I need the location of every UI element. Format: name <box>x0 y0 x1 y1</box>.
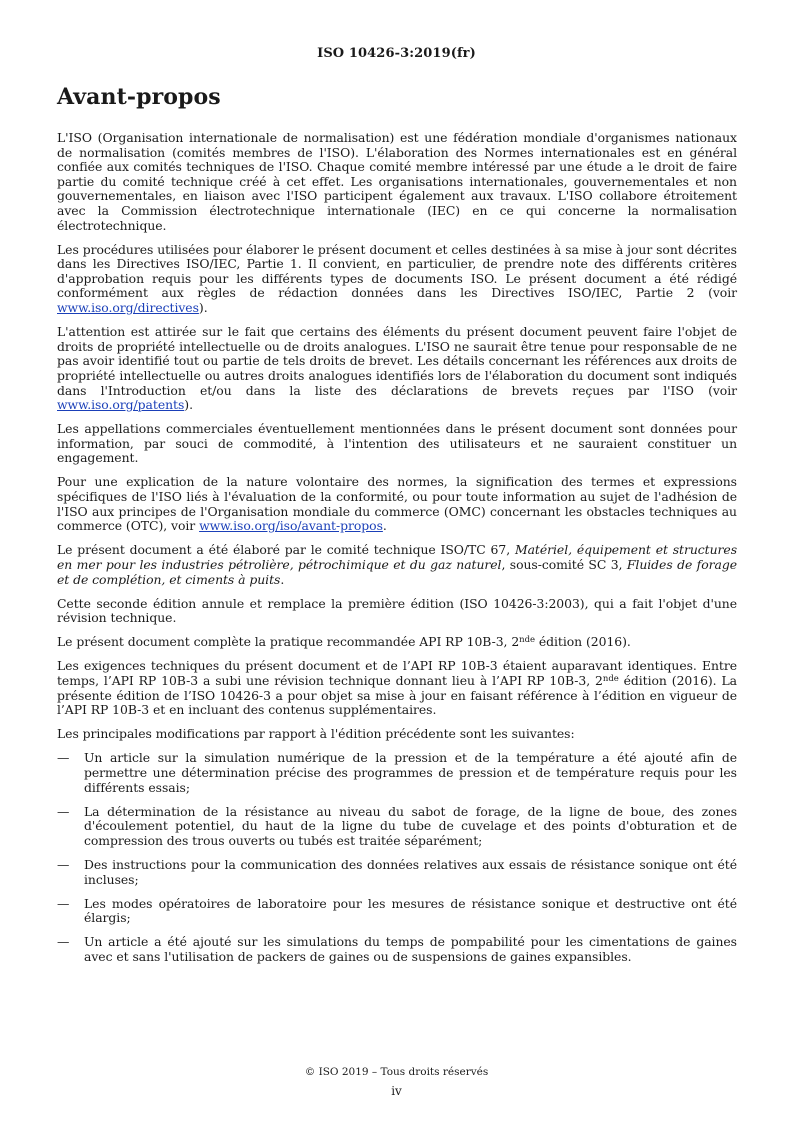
paragraph-text: , sous-comité SC 3, <box>501 556 627 572</box>
list-item <box>57 935 737 964</box>
paragraph-text: Pour une explication de la nature volontaire des normes, la signification des termes et expressions spécifiques de l'ISO liés à l'évaluation de la conformité, ou pour toute information au sujet de l'adhésion de l'ISO aux principes de l'Organisation mondiale du commerce (OMC) concernant les obstacles techniques au commerce (OTC), voir <box>57 474 737 534</box>
dash-bullet: — <box>57 895 70 911</box>
paragraph-api-complement <box>57 635 737 650</box>
document-id-header: ISO 10426-3:2019(fr) <box>317 46 476 61</box>
page-number: iv <box>391 1084 402 1098</box>
dash-bullet: — <box>57 934 70 950</box>
dash-bullet: — <box>57 803 70 819</box>
paragraph-procedures <box>57 243 737 316</box>
paragraph-changes-intro: Les principales modifications par rapport à l'édition précédente sont les suivantes: <box>57 726 575 742</box>
paragraph-text: édition (2016). <box>534 634 631 650</box>
page-title: Avant-propos <box>57 84 221 110</box>
paragraph-patents <box>57 325 737 413</box>
superscript: nde <box>602 674 619 684</box>
list-item <box>57 805 737 849</box>
paragraph-text: Les exigences techniques du présent document et de l’API RP 10B-3 étaient auparavant identiques. Entre temps, l’API RP 10B-3 a subi une révision technique donnant lieu à l’API RP 10B-3, 2 <box>57 658 737 688</box>
paragraph-text: édition (2016). La présente édition de l’ISO 10426-3 a pour objet sa mise à jour en faisant référence à l’édition en vigueur de l’API RP 10B-3 et en incluant des contenus supplémentaires. <box>57 673 738 718</box>
paragraph-end: ). <box>198 300 208 316</box>
paragraph-text: Les procédures utilisées pour élaborer le présent document et celles destinées à sa mise à jour sont décrites dans les Directives ISO/IEC, Partie 1. Il convient, en particulier, de prendre note des différents critères d'approbation requis pour les différents types de documents ISO. Le présent document a été rédigé conformément aux règles de rédaction données dans les Directives ISO/IEC, Partie 2 (voir <box>57 241 737 301</box>
paragraph-edition: Cette seconde édition annule et remplace la première édition (ISO 10426-3:2003), qui a fait l'objet d'une révision technique. <box>57 595 737 626</box>
paragraph-text: Le présent document complète la pratique recommandée API RP 10B-3, 2 <box>57 634 520 650</box>
link-avant-propos[interactable]: www.iso.org/iso/avant-propos <box>199 518 383 534</box>
paragraph-committee <box>57 543 737 587</box>
paragraph-voluntary-nature <box>57 475 737 533</box>
list-item-text: Un article sur la simulation numérique de la pression et de la température a été ajouté afin de permettre une détermination précise des programmes de pression et de température requis pour les différents essais; <box>84 750 737 795</box>
list-item-text: Un article a été ajouté sur les simulations du temps de pompabilité pour les cimentations de gaines avec et sans l'utilisation de packers de gaines ou de suspensions de gaines expansibles. <box>84 934 737 964</box>
paragraph-trade-names: Les appellations commerciales éventuellement mentionnées dans le présent document sont données pour information, par souci de commodité, à l'intention des utilisateurs et ne sauraient constituer un engagement. <box>57 421 737 466</box>
paragraph-api-requirements <box>57 659 737 717</box>
list-item <box>57 751 737 795</box>
list-item-text: La détermination de la résistance au niveau du sabot de forage, de la ligne de boue, des zones d'écoulement potentiel, du haut de la ligne du tube de cuvelage et des points d'obturation et de compression des trous ouverts ou tubés est traitée séparément; <box>84 803 737 848</box>
list-item-text: Les modes opératoires de laboratoire pour les mesures de résistance sonique et destructive ont été élargis; <box>84 895 737 926</box>
paragraph-text: L'attention est attirée sur le fait que certains des éléments du présent document peuvent faire l'objet de droits de propriété intellectuelle ou de droits analogues. L'ISO ne saurait être tenue pour responsable de ne pas avoir identifié tout ou partie de tels droits de brevet. Les détails concernant les références aux droits de propriété intellectuelle ou autres droits analogues identifiés lors de l'élaboration du document sont indiqués dans l'Introduction et/ou dans la liste des déclarations de brevets reçues par l'ISO (voir <box>57 324 737 398</box>
subcommittee-title: Fluides de forage et de complétion, et ciments à puits <box>57 556 737 587</box>
copyright-footer: © ISO 2019 – Tous droits réservés <box>304 1066 489 1078</box>
list-item <box>57 897 737 926</box>
list-item-text: Des instructions pour la communication des données relatives aux essais de résistance sonique ont été incluses; <box>84 856 737 887</box>
superscript: nde <box>519 635 535 646</box>
paragraph-end: . <box>280 571 285 587</box>
paragraph-text: Le présent document a été élaboré par le comité technique ISO/TC 67, <box>57 542 515 558</box>
dash-bullet: — <box>57 750 70 766</box>
committee-title: Matériel, équipement et structures en mer pour les industries pétrolière, pétrochimique et du gaz naturel <box>57 542 738 572</box>
list-item <box>57 858 737 887</box>
link-patents[interactable]: www.iso.org/patents <box>57 397 185 413</box>
foreword-body <box>57 131 737 974</box>
paragraph-end: . <box>382 518 387 534</box>
link-directives[interactable]: www.iso.org/directives <box>57 300 199 316</box>
changes-list <box>57 751 737 964</box>
dash-bullet: — <box>57 856 70 872</box>
paragraph-iso-intro: L'ISO (Organisation internationale de normalisation) est une fédération mondiale d'organismes nationaux de normalisation (comités membres de l'ISO). L'élaboration des Normes internationales est en général confiée aux comités techniques de l'ISO. Chaque comité membre intéressé par une étude a le droit de faire partie du comité technique créé à cet effet. Les organisations internationales, gouvernementales et non gouvernementales, en liaison avec l'ISO participent également aux travaux. L'ISO collabore étroitement avec la Commission électrotechnique internationale (IEC) en ce qui concerne la normalisation électrotechnique. <box>57 130 737 233</box>
paragraph-end: ). <box>184 397 193 413</box>
